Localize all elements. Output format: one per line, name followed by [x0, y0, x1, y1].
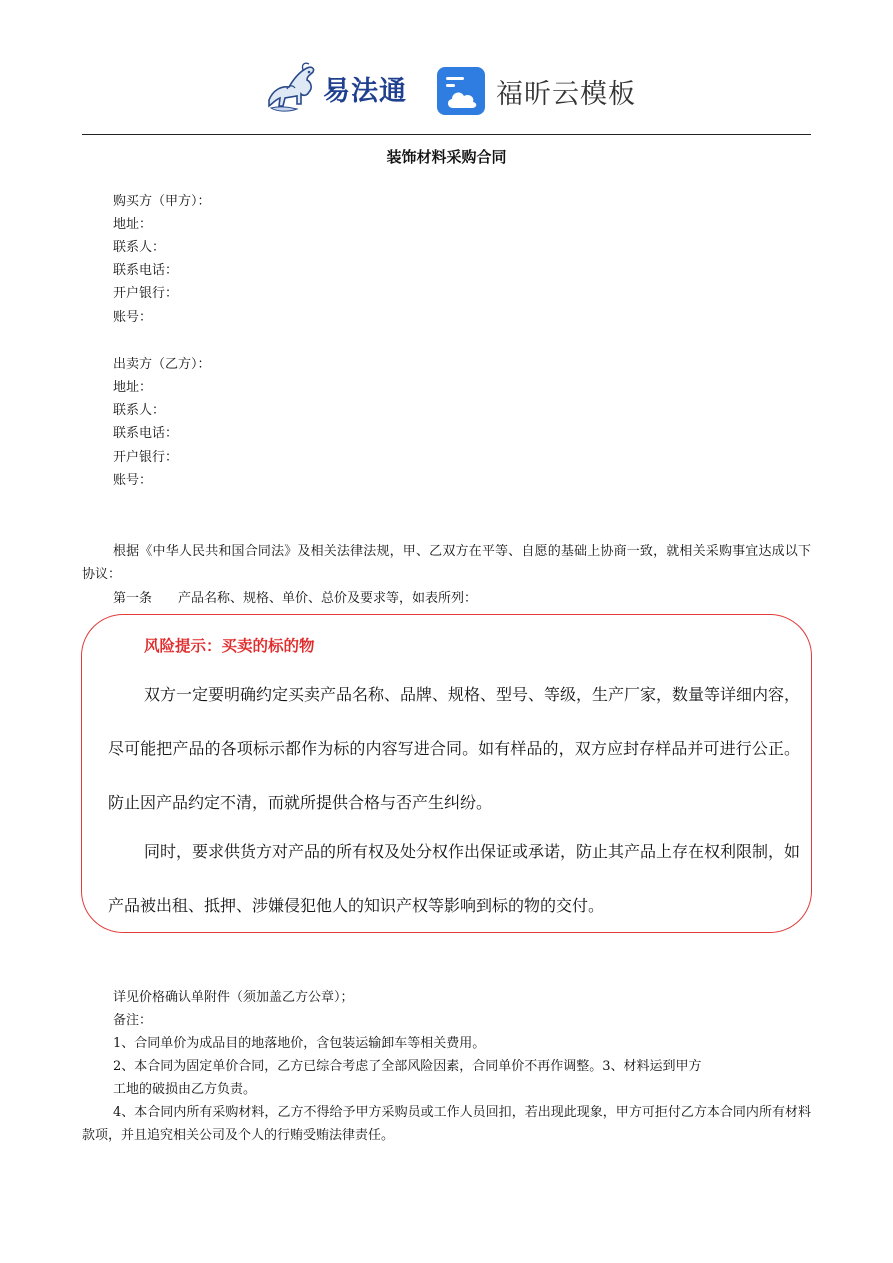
seller-contact-label: 联系人： [113, 403, 166, 418]
yifatong-logo [263, 60, 413, 116]
page-header [0, 60, 893, 122]
buyer-phone-label: 联系电话： [113, 263, 179, 278]
cloud-document-icon [436, 66, 486, 116]
remark-item-2-continued: 工地的破损由乙方负责。 [113, 1082, 257, 1097]
seller-account-label: 账号： [113, 473, 153, 488]
seller-bank-label: 开户银行： [113, 450, 179, 465]
seller-address-label: 地址： [113, 380, 153, 395]
risk-warning-title: 风险提示：买卖的标的物 [144, 637, 315, 655]
remark-item-4: 4、本合同内所有采购材料，乙方不得给予甲方采购员或工作人员回扣，若出现此现象，甲方可拒付乙方本合同内所有材料款项，并且追究相关公司及个人的行贿受贿法律责任。 [82, 1105, 811, 1143]
buyer-address-label: 地址： [113, 217, 153, 232]
seller-phone-label: 联系电话： [113, 426, 179, 441]
document-title: 装饰材料采购合同 [386, 148, 507, 166]
remark-item-1: 1、合同单价为成品目的地落地价，含包装运输卸车等相关费用。 [113, 1036, 486, 1051]
remark-item-2: 2、本合同为固定单价合同，乙方已综合考虑了全部风险因素，合同单价不再作调整。3、材料运到甲方 [113, 1059, 702, 1074]
risk-warning-paragraph-2: 同时，要求供货方对产品的所有权及处分权作出保证或承诺，防止其产品上存在权利限制，如产品被出租、抵押、涉嫌侵犯他人的知识产权等影响到标的物的交付。 [108, 842, 801, 915]
buyer-contact-label: 联系人： [113, 240, 166, 255]
seller-party-label: 出卖方（乙方）： [113, 357, 211, 372]
article-1: 第一条 产品名称、规格、单价、总价及要求等，如表所列： [113, 591, 478, 606]
yifatong-logo-text: 易法通 [323, 75, 407, 107]
risk-warning-paragraph-1: 双方一定要明确约定买卖产品名称、品牌、规格、型号、等级，生产厂家，数量等详细内容，尽可能把产品的各项标示都作为标的内容写进合同。如有样品的，双方应封存样品并可进行公正。防止因产品约定不清，而就所提供合格与否产生纠纷。 [108, 685, 801, 812]
fuxin-logo-text: 福昕云模板 [496, 78, 636, 110]
remarks-label: 备注： [113, 1013, 153, 1028]
intro-paragraph: 根据《中华人民共和国合同法》及相关法律法规，甲、乙双方在平等、自愿的基础上协商一致，就相关采购事宜达成以下协议： [82, 544, 811, 582]
header-divider [82, 134, 811, 135]
buyer-account-label: 账号： [113, 310, 153, 325]
buyer-party-label: 购买方（甲方）： [113, 194, 211, 209]
fuxin-logo [436, 66, 636, 116]
qilin-mascot-icon [263, 60, 321, 116]
price-confirmation-note: 详见价格确认单附件（须加盖乙方公章）； [113, 990, 354, 1005]
buyer-bank-label: 开户银行： [113, 286, 179, 301]
